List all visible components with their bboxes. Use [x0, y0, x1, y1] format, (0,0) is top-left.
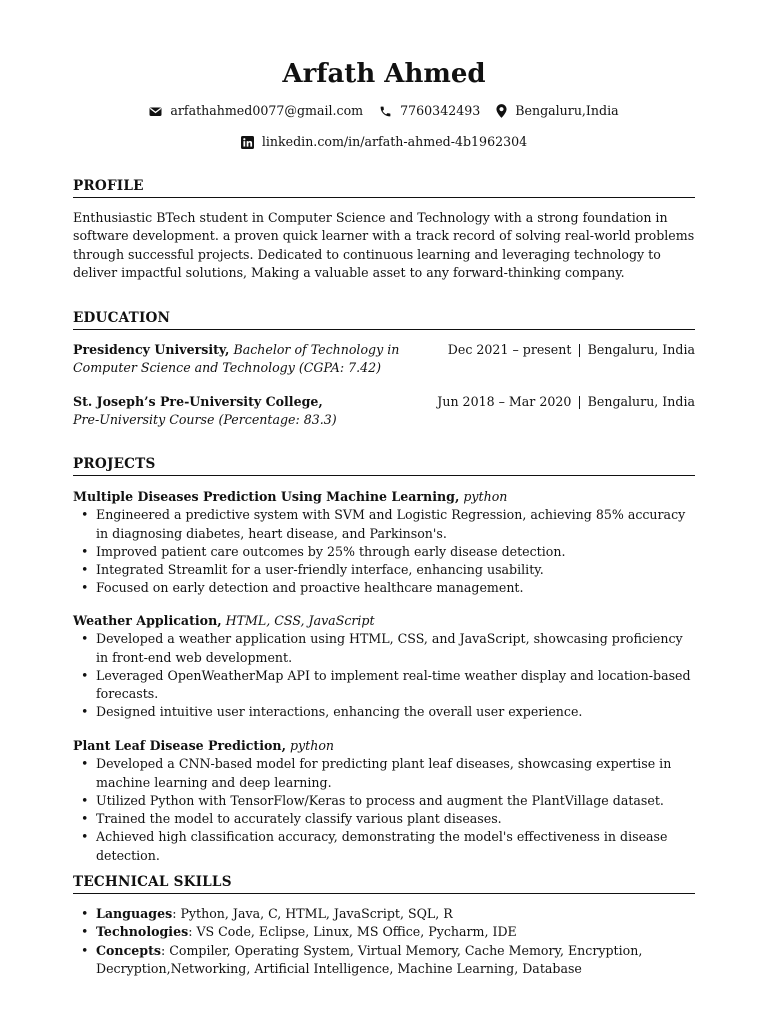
linkedin-link[interactable]: linkedin.com/in/arfath-ahmed-4b1962304: [261, 134, 528, 149]
project-entry: [73, 737, 695, 865]
project-title: [73, 612, 695, 630]
list-item: • Achieved high classification accuracy, demonstrating the model's effectiveness in disease detection.: [73, 828, 695, 865]
project-name: Weather Application,: [73, 613, 222, 628]
project-bullets: [73, 630, 695, 721]
project-bullets: [73, 755, 695, 865]
phone-number[interactable]: 7760342493: [400, 103, 481, 118]
education-details: [73, 341, 413, 378]
email-item[interactable]: [149, 102, 363, 120]
education-entry: [73, 341, 695, 378]
list-item: [73, 905, 695, 923]
skills-bullets: [73, 905, 695, 978]
project-name: Plant Leaf Disease Prediction,: [73, 738, 286, 753]
separator: |: [577, 394, 582, 409]
location-text: Bengaluru,India: [515, 103, 619, 118]
project-entry: [73, 488, 695, 598]
project-name: Multiple Diseases Prediction Using Machine Learning,: [73, 489, 460, 504]
list-item: • Improved patient care outcomes by 25% through early disease detection.: [73, 543, 695, 561]
institution-name: Presidency University,: [73, 342, 230, 357]
section-title-projects: PROJECTS: [73, 455, 695, 476]
list-item: [73, 923, 695, 941]
education-location: Bengaluru, India: [587, 394, 695, 409]
skill-label: Concepts: [96, 942, 161, 958]
list-item: • Leveraged OpenWeatherMap API to implement real-time weather display and location-based forecasts.: [73, 667, 695, 704]
list-item: • Utilized Python with TensorFlow/Keras to process and augment the PlantVillage dataset.: [73, 792, 695, 810]
list-item: • Engineered a predictive system with SVM and Logistic Regression, achieving 85% accuracy in diagnosing diabetes, heart disease, and Parkinson's.: [73, 506, 695, 543]
list-item: • Developed a weather application using HTML, CSS, and JavaScript, showcasing proficiency in front-end web development.: [73, 630, 695, 667]
education-dates: Jun 2018 – Mar 2020: [437, 394, 572, 409]
project-bullets: [73, 506, 695, 597]
education-location: Bengaluru, India: [587, 342, 695, 357]
skill-value: : Compiler, Operating System, Virtual Memory, Cache Memory, Encryption, Decryption,Networking, Artificial Intelligence, Machine Learning, Database: [96, 942, 643, 976]
linkedin-row: [0, 133, 768, 151]
envelope-icon: [149, 106, 162, 117]
institution-name: St. Joseph’s Pre-University College,: [73, 394, 323, 409]
skill-label: Languages: [96, 906, 173, 921]
section-title-skills: TECHNICAL SKILLS: [73, 873, 695, 894]
list-item: • Focused on early detection and proactive healthcare management.: [73, 579, 695, 597]
location-item: [496, 102, 618, 120]
skills-list: [73, 905, 695, 978]
degree-line: Pre-University Course (Percentage: 83.3): [73, 412, 337, 428]
section-title-education: EDUCATION: [73, 309, 695, 330]
project-title: [73, 737, 695, 755]
list-item: • Integrated Streamlit for a user-friendly interface, enhancing usability.: [73, 561, 695, 579]
list-item: • Trained the model to accurately classify various plant diseases.: [73, 810, 695, 828]
phone-icon: [379, 105, 392, 118]
education-date-location: [448, 341, 695, 359]
candidate-name: Arfath Ahmed: [282, 59, 486, 89]
map-pin-icon: [496, 104, 507, 118]
email-link[interactable]: arfathahmed0077@gmail.com: [170, 103, 364, 118]
list-item: [73, 942, 695, 979]
separator: |: [577, 342, 582, 357]
phone-item[interactable]: [379, 102, 480, 120]
linkedin-icon: [241, 136, 254, 149]
linkedin-item[interactable]: [241, 133, 527, 151]
skill-value: : Python, Java, C, HTML, JavaScript, SQL, R: [172, 906, 453, 921]
profile-summary: Enthusiastic BTech student in Computer Science and Technology with a strong foundation in software development. a proven quick learner with a track record of solving real-world problems through successful projects. Dedicated to continuous learning and leveraging technology to deliver impactful solutions, Making a valuable asset to any forward-thinking company.: [73, 210, 695, 280]
project-tech: HTML, CSS, JavaScript: [225, 613, 375, 628]
degree-line-2: Computer Science and Technology (CGPA: 7.42): [73, 360, 382, 376]
education-details: [73, 393, 413, 430]
list-item: • Developed a CNN-based model for predicting plant leaf diseases, showcasing expertise in machine learning and deep learning.: [73, 755, 695, 792]
section-title-profile: PROFILE: [73, 177, 695, 198]
contact-row: [0, 102, 768, 120]
project-tech: python: [463, 489, 508, 504]
degree-line: Bachelor of Technology in: [233, 342, 400, 357]
education-dates: Dec 2021 – present: [447, 342, 572, 357]
project-entry: [73, 612, 695, 722]
list-item: • Designed intuitive user interactions, enhancing the overall user experience.: [73, 703, 695, 721]
education-date-location: [437, 393, 695, 411]
project-title: [73, 488, 695, 506]
skill-value: : VS Code, Eclipse, Linux, MS Office, Pycharm, IDE: [188, 924, 517, 940]
education-entry: [73, 393, 695, 430]
skill-label: Technologies: [96, 924, 189, 940]
project-tech: python: [290, 738, 335, 753]
